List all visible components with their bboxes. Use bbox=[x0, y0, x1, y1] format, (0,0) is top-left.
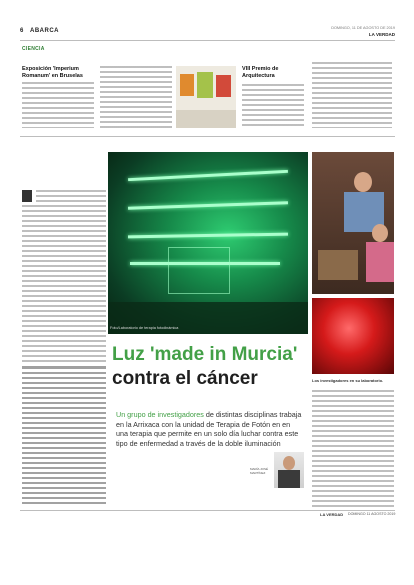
page-number: 6 bbox=[20, 28, 24, 34]
artwork-panel-red bbox=[216, 75, 231, 97]
lab-apparatus bbox=[168, 247, 230, 294]
header-rule bbox=[20, 40, 395, 41]
body-column-1 bbox=[36, 190, 106, 204]
footer-date: DOMINGO 11 AGOSTO 2019 bbox=[348, 512, 396, 516]
lab-photo-caption: Foto/Laboratorio de terapia fotodinámica bbox=[110, 326, 179, 330]
brief-1-headline: Exposición 'Imperium Romanum' en Bruselas bbox=[22, 66, 83, 79]
date-line: DOMINGO, 11 DE AGOSTO DE 2019 bbox=[331, 26, 395, 30]
main-headline-line-2: contra el cáncer bbox=[112, 368, 258, 389]
artwork-panel-orange bbox=[180, 74, 194, 96]
footer-paper: LA VERDAD bbox=[320, 512, 344, 517]
artwork-panel-green bbox=[197, 72, 213, 98]
body-column-right bbox=[312, 390, 394, 508]
lab-light-bar-3 bbox=[128, 233, 288, 239]
subhead-lead: Un grupo de investigadores bbox=[116, 410, 204, 419]
artwork-floor bbox=[176, 110, 236, 128]
body-column-2-heading bbox=[22, 366, 106, 369]
author-photo bbox=[274, 452, 304, 488]
researcher-1-head bbox=[354, 172, 372, 192]
brief-1-text-col2 bbox=[100, 66, 172, 128]
body-column-1b bbox=[22, 205, 106, 365]
brief-1-text bbox=[22, 82, 94, 128]
brief-2-headline: VIII Premio de Arquitectura bbox=[242, 66, 279, 79]
brief-2-text bbox=[242, 84, 304, 128]
page-header bbox=[20, 28, 395, 38]
lab-light-bar-1 bbox=[128, 170, 288, 181]
footer-rule bbox=[20, 510, 395, 511]
subhead bbox=[116, 410, 304, 448]
lab-table bbox=[318, 250, 358, 280]
author-body bbox=[278, 470, 300, 488]
author-head bbox=[283, 456, 295, 470]
researcher-2-body bbox=[366, 242, 394, 282]
lab-photo bbox=[108, 152, 308, 334]
section-kicker: CIENCIA bbox=[22, 46, 45, 52]
section-title: ABARCA bbox=[30, 28, 59, 34]
body-column-left-lower bbox=[22, 372, 106, 507]
side-photo-caption: Los investigadores en su laboratorio. bbox=[312, 378, 384, 383]
researcher-2-head bbox=[372, 224, 388, 242]
publication-name: LA VERDAD bbox=[368, 32, 395, 37]
laser-photo bbox=[312, 298, 394, 374]
main-headline-line-1: Luz 'made in Murcia' bbox=[112, 344, 298, 365]
brief-2-text-col2 bbox=[312, 62, 392, 128]
briefs-rule bbox=[20, 136, 395, 137]
lab-light-bar-2 bbox=[128, 201, 288, 210]
author-label: MARÍA JOSÉ MARTÍNEZ bbox=[250, 467, 269, 475]
drop-cap bbox=[22, 190, 32, 202]
subhead-rest: de distintas disciplinas trabaja en la Arrixaca con la unidad de Terapia de Fotón en en una terapia que permite en un solo día luchar contra este tipo de enfermedad a través de la doble iluminación bbox=[116, 410, 302, 448]
researchers-photo bbox=[312, 152, 394, 294]
artwork-photo bbox=[176, 66, 236, 128]
